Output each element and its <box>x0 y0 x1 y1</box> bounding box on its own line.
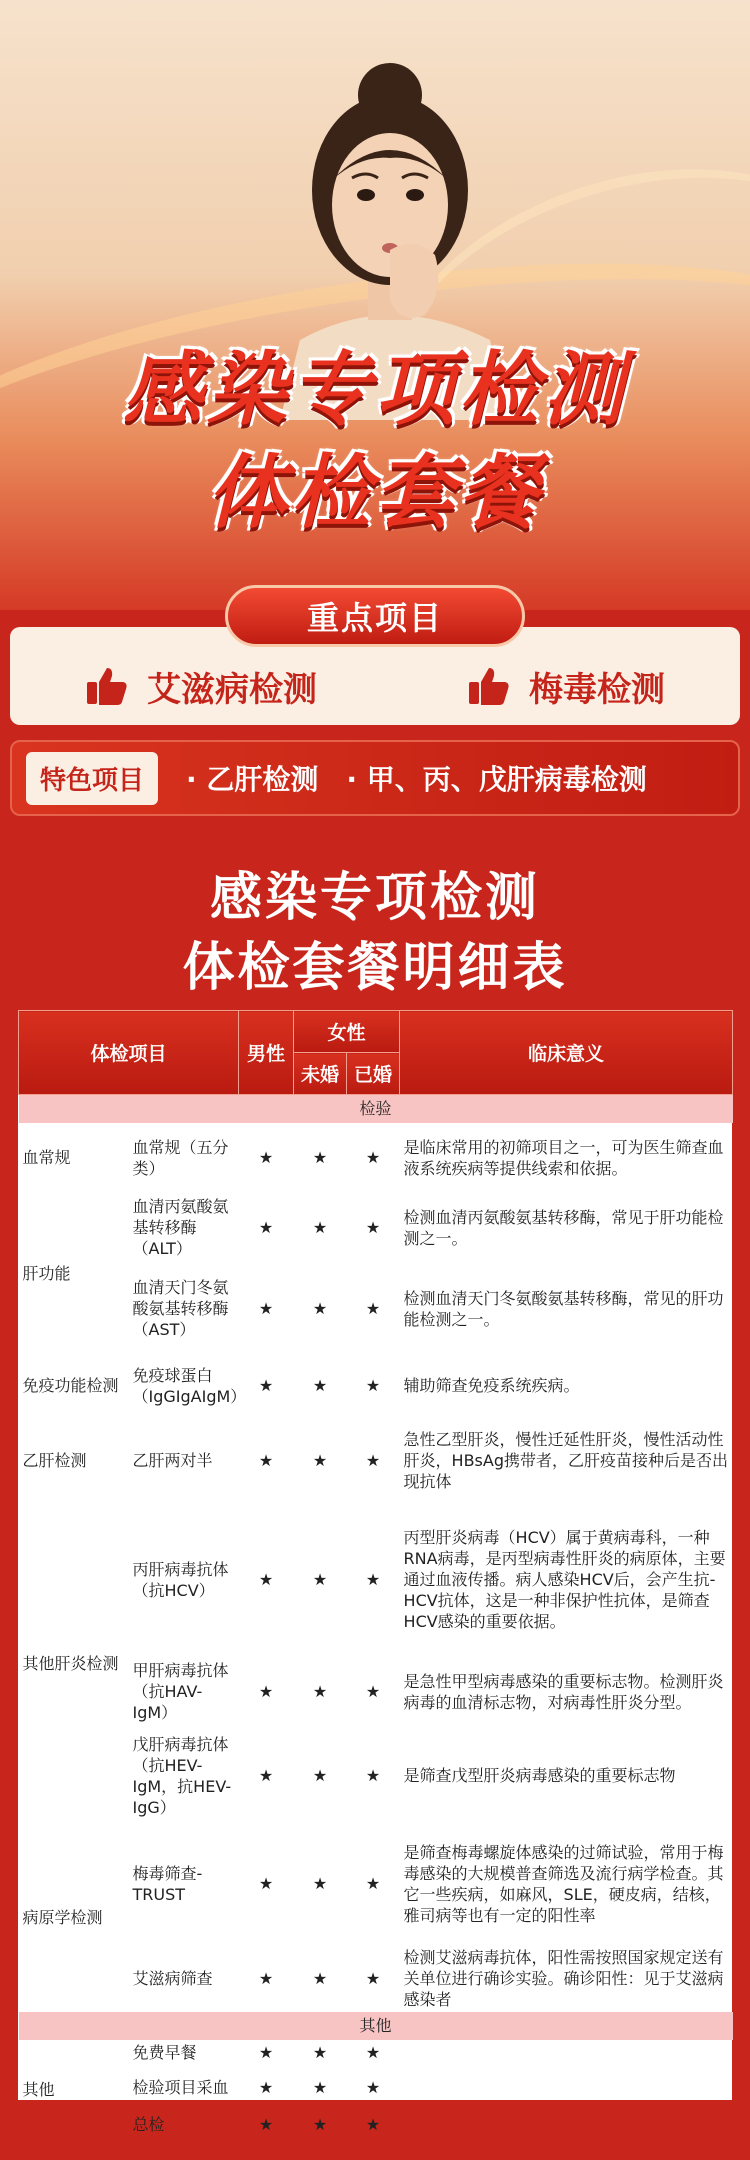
star-unmarried: ★ <box>312 1218 328 1237</box>
feature-items-badge: 特色项目 <box>26 752 158 805</box>
star-married: ★ <box>365 2115 381 2134</box>
feature-item-hepatitis: · 甲、丙、戊肝病毒检测 <box>346 763 647 796</box>
table-row <box>19 1193 733 1263</box>
star-male: ★ <box>258 1682 274 1701</box>
key-items-badge: 重点项目 <box>225 585 525 647</box>
row-item: 血清丙氨酸氨基转移酶（ALT） <box>132 1197 229 1258</box>
hero-banner <box>0 0 750 610</box>
star-unmarried: ★ <box>312 2078 328 2097</box>
table-row <box>19 1505 733 1655</box>
header-meaning: 临床意义 <box>400 1011 733 1095</box>
table-row <box>19 1123 733 1193</box>
row-meaning: 检测艾滋病毒抗体，阳性需按照国家规定送有关单位进行确诊实验。确诊阳性：见于艾滋病感染者 <box>403 1947 724 2009</box>
star-male: ★ <box>258 1570 274 1589</box>
feature-item-hbv: · 乙肝检测 <box>186 763 319 796</box>
row-meaning: 检测血清天门冬氨酸氨基转移酶，常见的肝功能检测之一。 <box>403 1288 724 1329</box>
row-meaning: 是筛查梅毒螺旋体感染的过筛试验，常用于梅毒感染的大规模普查筛选及流行病学检查。其它一些疾病，如麻风，SLE，硬皮病，结核，雅司病等也有一定的阳性率 <box>403 1842 724 1925</box>
group-label: 其他 <box>19 2012 733 2040</box>
star-married: ★ <box>365 1766 381 1785</box>
group-row-other <box>19 2012 733 2040</box>
thumbs-up-icon <box>467 664 511 708</box>
row-item: 戊肝病毒抗体（抗HEV-IgM，抗HEV-IgG） <box>132 1734 232 1817</box>
key-item-aids <box>85 662 317 711</box>
star-unmarried: ★ <box>312 1766 328 1785</box>
key-item-syphilis <box>467 662 665 711</box>
star-male: ★ <box>258 1376 274 1395</box>
star-unmarried: ★ <box>312 1968 328 1988</box>
row-category: 免疫功能检测 <box>22 1376 119 1395</box>
star-unmarried: ★ <box>312 2115 328 2134</box>
table-row <box>19 2040 733 2066</box>
header-male: 男性 <box>239 1011 294 1095</box>
row-item: 艾滋病筛查 <box>132 1968 213 1988</box>
star-male: ★ <box>258 1766 274 1785</box>
star-married: ★ <box>365 1682 381 1701</box>
detail-title-line1: 感染专项检测 <box>209 868 540 928</box>
detail-title-line2: 体检套餐明细表 <box>182 938 568 998</box>
star-male: ★ <box>258 1451 274 1470</box>
star-unmarried: ★ <box>312 1570 328 1589</box>
thumbs-up-icon <box>85 664 129 708</box>
star-male: ★ <box>258 2078 274 2097</box>
star-unmarried: ★ <box>312 1376 328 1395</box>
row-meaning: 辅助筛查免疫系统疾病。 <box>403 1376 580 1395</box>
key-item-label: 艾滋病检测 <box>147 669 317 710</box>
hero-title-line1: 感染专项检测 <box>123 343 627 436</box>
row-meaning: 检测血清丙氨酸氨基转移酶，常见于肝功能检测之一。 <box>403 1207 724 1248</box>
row-item: 甲肝病毒抗体（抗HAV-IgM） <box>132 1661 229 1722</box>
star-married: ★ <box>365 2043 381 2062</box>
group-label: 检验 <box>19 1095 733 1123</box>
row-meaning: 是临床常用的初筛项目之一，可为医生筛查血液系统疾病等提供线索和依据。 <box>403 1137 724 1178</box>
star-married: ★ <box>365 1968 381 1988</box>
row-item: 总检 <box>132 2115 165 2134</box>
row-item: 乙肝两对半 <box>132 1451 213 1470</box>
star-married: ★ <box>365 1874 381 1893</box>
star-male: ★ <box>258 2115 274 2134</box>
row-item: 梅毒筛查-TRUST <box>132 1863 203 1904</box>
star-male: ★ <box>258 1299 274 1318</box>
star-married: ★ <box>365 2078 381 2097</box>
row-item: 丙肝病毒抗体（抗HCV） <box>132 1559 229 1600</box>
star-male: ★ <box>258 1148 274 1167</box>
group-row-inspection <box>19 1095 733 1123</box>
row-meaning: 是筛查戊型肝炎病毒感染的重要标志物 <box>403 1766 676 1785</box>
row-item: 免费早餐 <box>132 2043 197 2062</box>
row-meaning <box>400 2110 733 2140</box>
star-married: ★ <box>365 1376 381 1395</box>
star-unmarried: ★ <box>312 1299 328 1318</box>
key-item-label: 梅毒检测 <box>529 669 665 710</box>
row-category: 肝功能 <box>22 1264 71 1283</box>
row-item: 免疫球蛋白（IgGIgAIgM） <box>132 1365 247 1406</box>
header-unmarried: 未婚 <box>294 1053 347 1095</box>
star-unmarried: ★ <box>312 2043 328 2062</box>
star-unmarried: ★ <box>312 1451 328 1470</box>
table-row <box>19 1823 733 1945</box>
row-meaning <box>400 2066 733 2110</box>
row-item: 血清天门冬氨酸氨基转移酶（AST） <box>132 1278 229 1339</box>
hero-title-line2: 体检套餐 <box>207 446 543 539</box>
star-married: ★ <box>365 1148 381 1167</box>
table-row <box>19 1417 733 1505</box>
row-item: 血常规（五分类） <box>132 1137 229 1178</box>
row-category: 血常规 <box>22 1148 71 1167</box>
star-married: ★ <box>365 1299 381 1318</box>
row-meaning: 急性乙型肝炎，慢性迁延性肝炎，慢性活动性肝炎，HBsAg携带者，乙肝疫苗接种后是否出现抗体 <box>403 1430 728 1491</box>
package-detail-table <box>18 1010 732 2134</box>
header-item: 体检项目 <box>19 1011 239 1095</box>
row-meaning <box>400 2040 733 2066</box>
star-married: ★ <box>365 1570 381 1589</box>
star-married: ★ <box>365 1451 381 1470</box>
feature-items-bar <box>10 740 740 816</box>
row-meaning: 丙型肝炎病毒（HCV）属于黄病毒科，一种RNA病毒，是丙型病毒性肝炎的病原体，主要通过血液传播。病人感染HCV后，会产生抗-HCV抗体，这是一种非保护性抗体，是筛查HCV感染的重要依据。 <box>403 1528 726 1631</box>
star-married: ★ <box>365 1218 381 1237</box>
row-category: 乙肝检测 <box>22 1451 87 1470</box>
star-male: ★ <box>258 1874 274 1893</box>
row-category: 病原学检测 <box>22 1907 103 1927</box>
row-item: 检验项目采血 <box>132 2078 229 2097</box>
star-unmarried: ★ <box>312 1148 328 1167</box>
row-category: 其他肝炎检测 <box>22 1654 119 1673</box>
table-row <box>19 1355 733 1417</box>
star-male: ★ <box>258 1218 274 1237</box>
row-meaning: 是急性甲型病毒感染的重要标志物。检测肝炎病毒的血清标志物，对病毒性肝炎分型。 <box>403 1671 724 1712</box>
star-unmarried: ★ <box>312 1682 328 1701</box>
header-female: 女性 <box>294 1011 400 1053</box>
header-married: 已婚 <box>347 1053 400 1095</box>
star-male: ★ <box>258 2043 274 2062</box>
star-unmarried: ★ <box>312 1874 328 1893</box>
table-header-row <box>19 1011 733 1053</box>
star-male: ★ <box>258 1968 274 1988</box>
row-category: 其他 <box>22 2080 55 2099</box>
